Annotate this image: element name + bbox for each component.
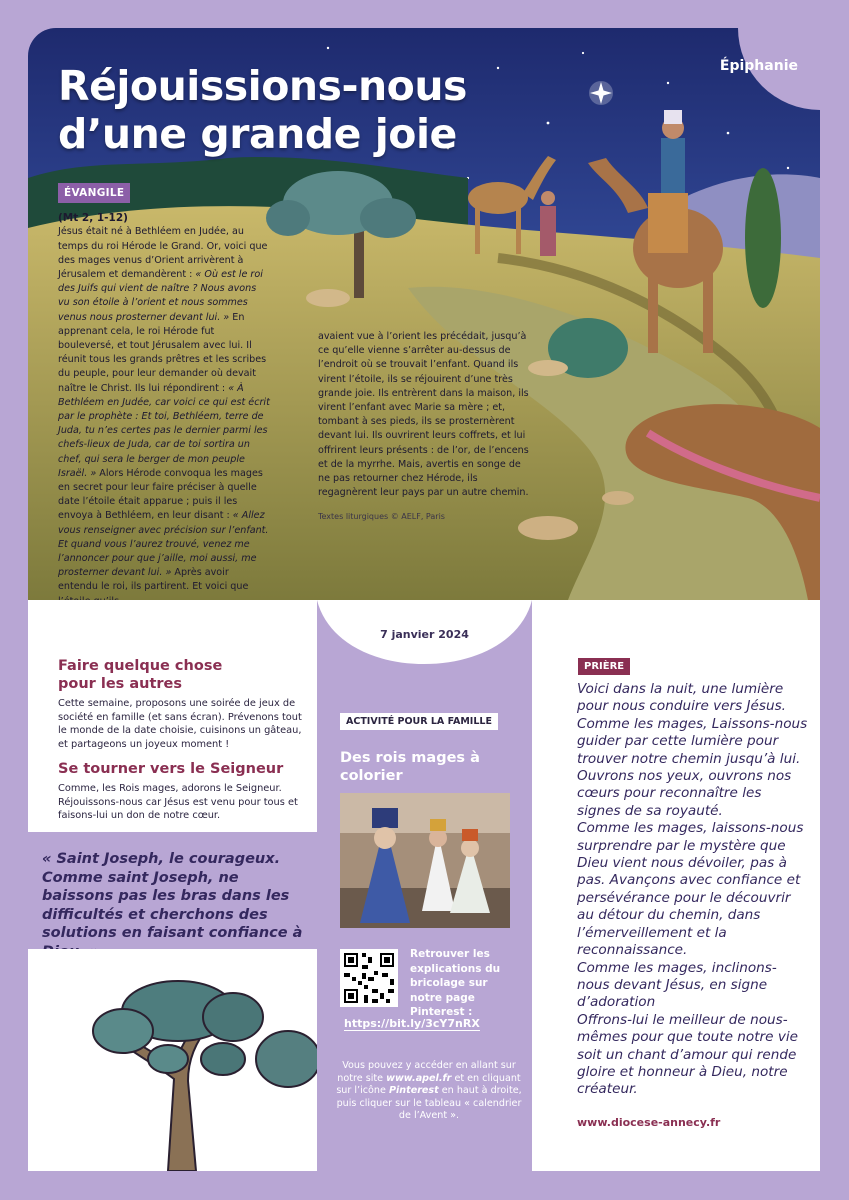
- gospel-text: [58, 225, 270, 608]
- prayer-paragraph: Comme les mages, inclinons-nous devant Jésus, en signe d’adoration: [577, 959, 777, 1011]
- star-icon: [589, 81, 613, 105]
- access-text: en haut à droite, puis cliquer sur le tableau « calendrier de l’Avent ».: [336, 1085, 522, 1122]
- prayer-paragraph: Voici dans la nuit, une lumière pour nous conduire vers Jésus. Comme les mages, Laissons-nous guider par cette lumière pour trouver notre chemin jusqu’à lui. Ouvrons nos yeux, ouvrons nos cœurs pour reconnaître les signes de sa royauté.: [577, 681, 808, 819]
- gospel-text-part: En apprenant cela, le roi Hérode fut bouleversé, et tout Jérusalem avec lui. Il réunit tous les grands prêtres et les scribes du peuple, pour leur demander où devait naître le Christ. Ils lui répondirent :: [58, 311, 267, 394]
- gospel-column-2: [318, 330, 533, 525]
- diocese-website-link[interactable]: www.diocese-annecy.fr: [577, 1116, 721, 1129]
- gospel-quote: « Allez vous renseigner avec précision sur l’enfant. Et quand vous l’aurez trouvé, venez me l’annoncer pour que j’aille, moi aussi, me prosterner devant lui. »: [58, 510, 269, 579]
- prayer-text: [577, 681, 809, 1099]
- action-panel: [28, 600, 317, 832]
- paper-kings-photo: [340, 793, 510, 928]
- tree-panel: [28, 949, 317, 1171]
- section-body-lord: Comme, les Rois mages, adorons le Seigneur. Réjouissons-nous car Jésus est venu pour tous et faisons-lui un don de notre cœur.: [58, 783, 298, 821]
- website-instructions: [336, 1060, 522, 1123]
- access-text: et en cliquant sur l’icône: [336, 1072, 521, 1097]
- gospel-column-1: [58, 183, 270, 609]
- gospel-text-part: Après avoir entendu le roi, ils partirent. Et voici que: [58, 567, 249, 593]
- qr-code-icon[interactable]: [340, 949, 398, 1007]
- gospel-reference: (Mt 2, 1-12): [58, 212, 128, 225]
- section-title-lord: Se tourner vers le Seigneur: [58, 761, 284, 777]
- saint-joseph-quote: « Saint Joseph, le courageux. Comme saint Joseph, ne baissons pas les bras dans les difficultés et cherchons des solutions en faisant confiance à: [42, 851, 303, 941]
- title-line-1: Réjouissions-nous: [58, 62, 467, 110]
- section-body-others: Cette semaine, proposons une soirée de jeux de société en famille (et sans écran). Prévenons tout le monde de la date choisie, cuisinons un gâteau, et partageons un joyeux moment !: [58, 698, 302, 750]
- pinterest-label: Pinterest: [388, 1085, 439, 1097]
- tree-illustration: [28, 949, 317, 1171]
- prayer-badge: PRIÈRE: [578, 658, 630, 675]
- gospel-text-continued: avaient vue à l’orient les précédait, jusqu’à ce qu’elle vienne s’arrêter au-dessus de l’endroit où se trouvait l’enfant. Quand ils virent l’étoile, ils se réjouirent d’une très grande joie. Ils entrèrent dans la maison, ils virent l’enfant avec Marie sa mère ; et, tombant à ses pieds, ils se prosternèrent devant lui. Ils ouvrirent leurs coffrets, et lui offrirent leurs présents : de l’or, de l’encens et de la myrrhe. Mais, avertis en songe de ne pas retourner chez Hérode, ils regagnèrent leur pays par un autre chemin.: [318, 331, 529, 499]
- gospel-quote: « Où est le roi des Juifs qui vient de naître ? Nous avons vu son étoile à l’orient et nous sommes venus nous prosterner devant lui. »: [58, 269, 263, 323]
- activity-title: Des rois mages à colorier: [340, 750, 480, 784]
- section-title-others: Faire quelque chose pour les autres: [58, 658, 223, 692]
- liturgical-season-label: Épiphanie: [719, 58, 798, 74]
- liturgical-credit: Textes liturgiques © AELF, Paris: [318, 512, 445, 522]
- page-title: [58, 62, 467, 158]
- prayer-paragraph: Offrons-lui le meilleur de nous-mêmes pour que toute notre vie soit un chant d’amour qui rende gloire et honneur à Dieu, notre créateur.: [577, 1011, 799, 1098]
- gospel-text-part: Jésus était né à Bethléem en Judée, au temps du roi Hérode le Grand. Or, voici que des mages venus d’Orient arrivèrent à Jérusalem et demandèrent :: [58, 226, 268, 281]
- apel-site-link[interactable]: www.apel.fr: [386, 1072, 452, 1084]
- prayer-paragraph: Comme les mages, laissons-nous surprendre par le mystère que Dieu vient nous dévoiler, pas à pas. Avançons avec confiance et persévérance pour le découvrir au détour du chemin, dans l’émerveillement et la reconnaissance.: [577, 820, 804, 959]
- activity-badge: ACTIVITÉ POUR LA FAMILLE: [340, 713, 498, 730]
- gospel-quote: « À Bethléem en Judée, car voici ce qui est écrit par le prophète : Et toi, Bethléem, terre de Juda, tu n’es certes pas le dernier parmi les chefs-lieux de Juda, car de toi sortira un chef, qui sera le berger de mon peuple Israël. »: [58, 382, 270, 479]
- date-label: 7 janvier 2024: [380, 628, 469, 641]
- access-text: Vous pouvez y accéder en allant sur notre site: [337, 1060, 516, 1084]
- gospel-text-part: Alors Hérode convoqua les mages en secret pour leur faire préciser à quelle date l’étoile était apparue ; puis il les envoya à Bethléem, en leur disant :: [58, 467, 263, 522]
- pinterest-link[interactable]: https://bit.ly/3cY7nRX: [344, 1017, 480, 1030]
- title-line-2: d’une grande joie: [58, 110, 457, 158]
- gospel-badge: ÉVANGILE: [58, 183, 130, 203]
- qr-instructions: Retrouver les explications du bricolage sur notre page Pinterest :: [410, 948, 501, 1018]
